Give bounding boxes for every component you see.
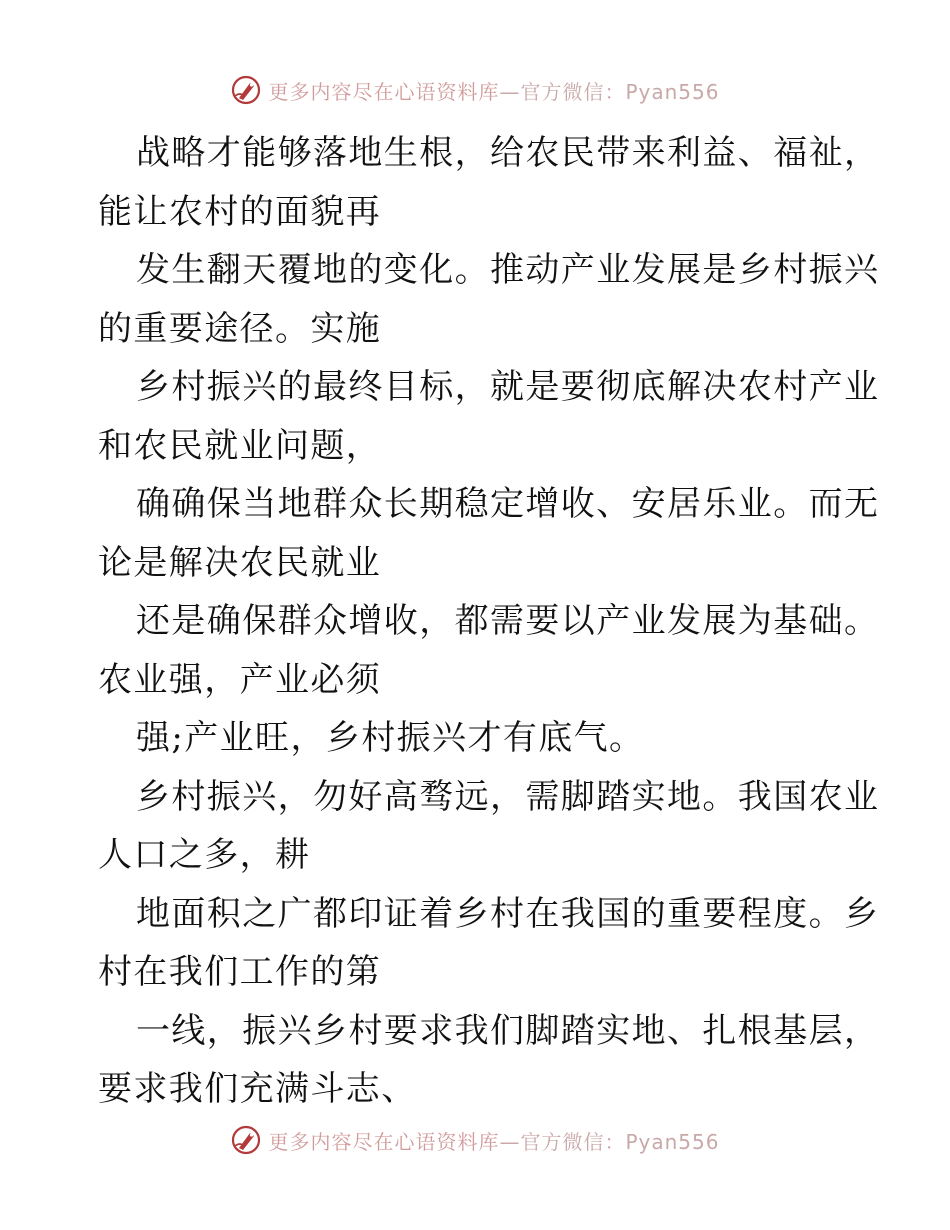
text-line: 发生翻天覆地的变化。推动产业发展是乡村振兴 [136, 250, 880, 290]
text-line: 确确保当地群众长期稳定增收、安居乐业。而无 [136, 484, 880, 524]
footer-contact-text: —官方微信：Pyan556 [499, 1129, 720, 1154]
text-line: 地面积之广都印证着乡村在我国的重要程度。乡 [136, 893, 880, 934]
pen-nib-logo-icon [230, 1124, 262, 1156]
text-line: 强;产业旺，乡村振兴才有底气。 [136, 718, 645, 758]
document-body [98, 124, 880, 1119]
text-line: 战略才能够落地生根，给农民带来利益、福祉， [136, 133, 880, 173]
text-line: 和农民就业问题， [98, 425, 382, 466]
text-line: 的重要途径。实施 [98, 308, 382, 349]
header-contact-text: —官方微信：Pyan556 [499, 79, 720, 104]
text-line: 还是确保群众增收，都需要以产业发展为基础。 [136, 601, 880, 641]
header-watermark-text [268, 76, 719, 105]
text-line: 人口之多，耕 [98, 835, 311, 875]
footer-watermark-text [268, 1126, 719, 1155]
text-line: 论是解决农民就业 [98, 542, 382, 583]
pen-nib-logo-icon [230, 74, 262, 106]
text-line: 要求我们充满斗志、 [98, 1069, 417, 1109]
text-line: 乡村振兴，勿好高骛远，需脚踏实地。我国农业 [136, 776, 880, 817]
text-line: 乡村振兴的最终目标，就是要彻底解决农村产业 [136, 367, 880, 407]
header-brand-text: 更多内容尽在心语资料库 [268, 79, 500, 104]
footer-brand-text: 更多内容尽在心语资料库 [268, 1129, 500, 1154]
footer-watermark [0, 1120, 950, 1160]
header-watermark [0, 70, 950, 110]
text-line: 农业强，产业必须 [98, 659, 382, 700]
text-line: 村在我们工作的第 [98, 952, 382, 992]
text-line: 能让农村的面貌再 [98, 191, 382, 232]
text-line: 一线，振兴乡村要求我们脚踏实地、扎根基层， [136, 1010, 880, 1051]
